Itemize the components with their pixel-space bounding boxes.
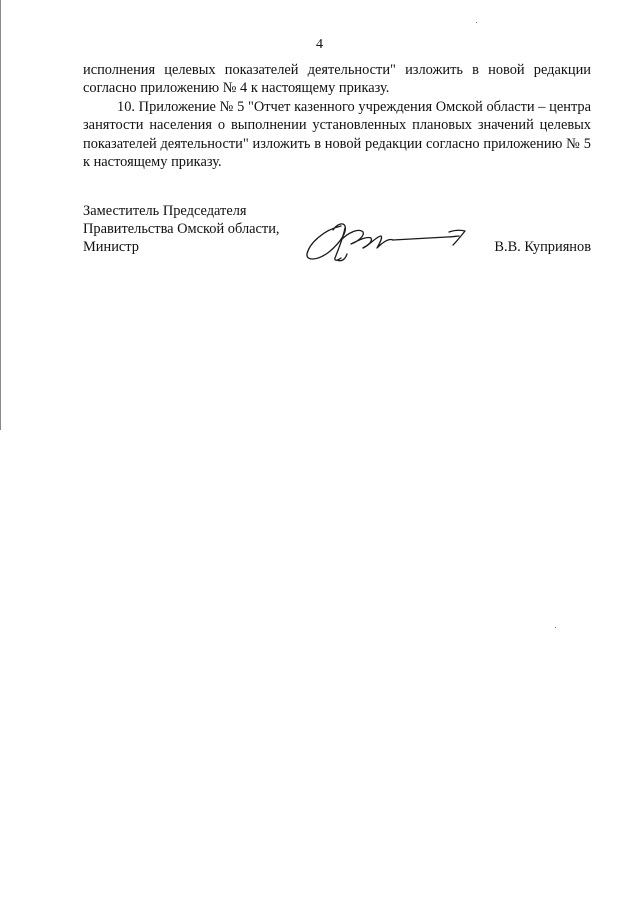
scan-speck — [476, 22, 477, 23]
signer-title-line-1: Заместитель Председателя — [83, 203, 247, 219]
page-number: 4 — [316, 37, 323, 52]
handwritten-signature — [301, 214, 473, 264]
paragraph-item-10: 10. Приложение № 5 "Отчет казенного учреждения Омской области – центра занятости населения о выполнении установленных плановых значений целевых показателей деятельности" изложить в новой редакции согласно приложению № 5 к настоящему приказу. — [83, 98, 591, 171]
signer-title-line-2: Правительства Омской области, — [83, 221, 280, 237]
signer-name: В.В. Куприянов — [494, 239, 591, 255]
signature-block — [83, 202, 591, 262]
signer-title — [83, 202, 280, 256]
scan-speck — [555, 627, 556, 628]
document-body — [83, 61, 591, 171]
paragraph-continuation: исполнения целевых показателей деятельности" изложить в новой редакции согласно приложению № 4 к настоящему приказу. — [83, 62, 591, 97]
scan-margin-line — [0, 0, 1, 430]
signer-title-line-3: Министр — [83, 239, 139, 255]
